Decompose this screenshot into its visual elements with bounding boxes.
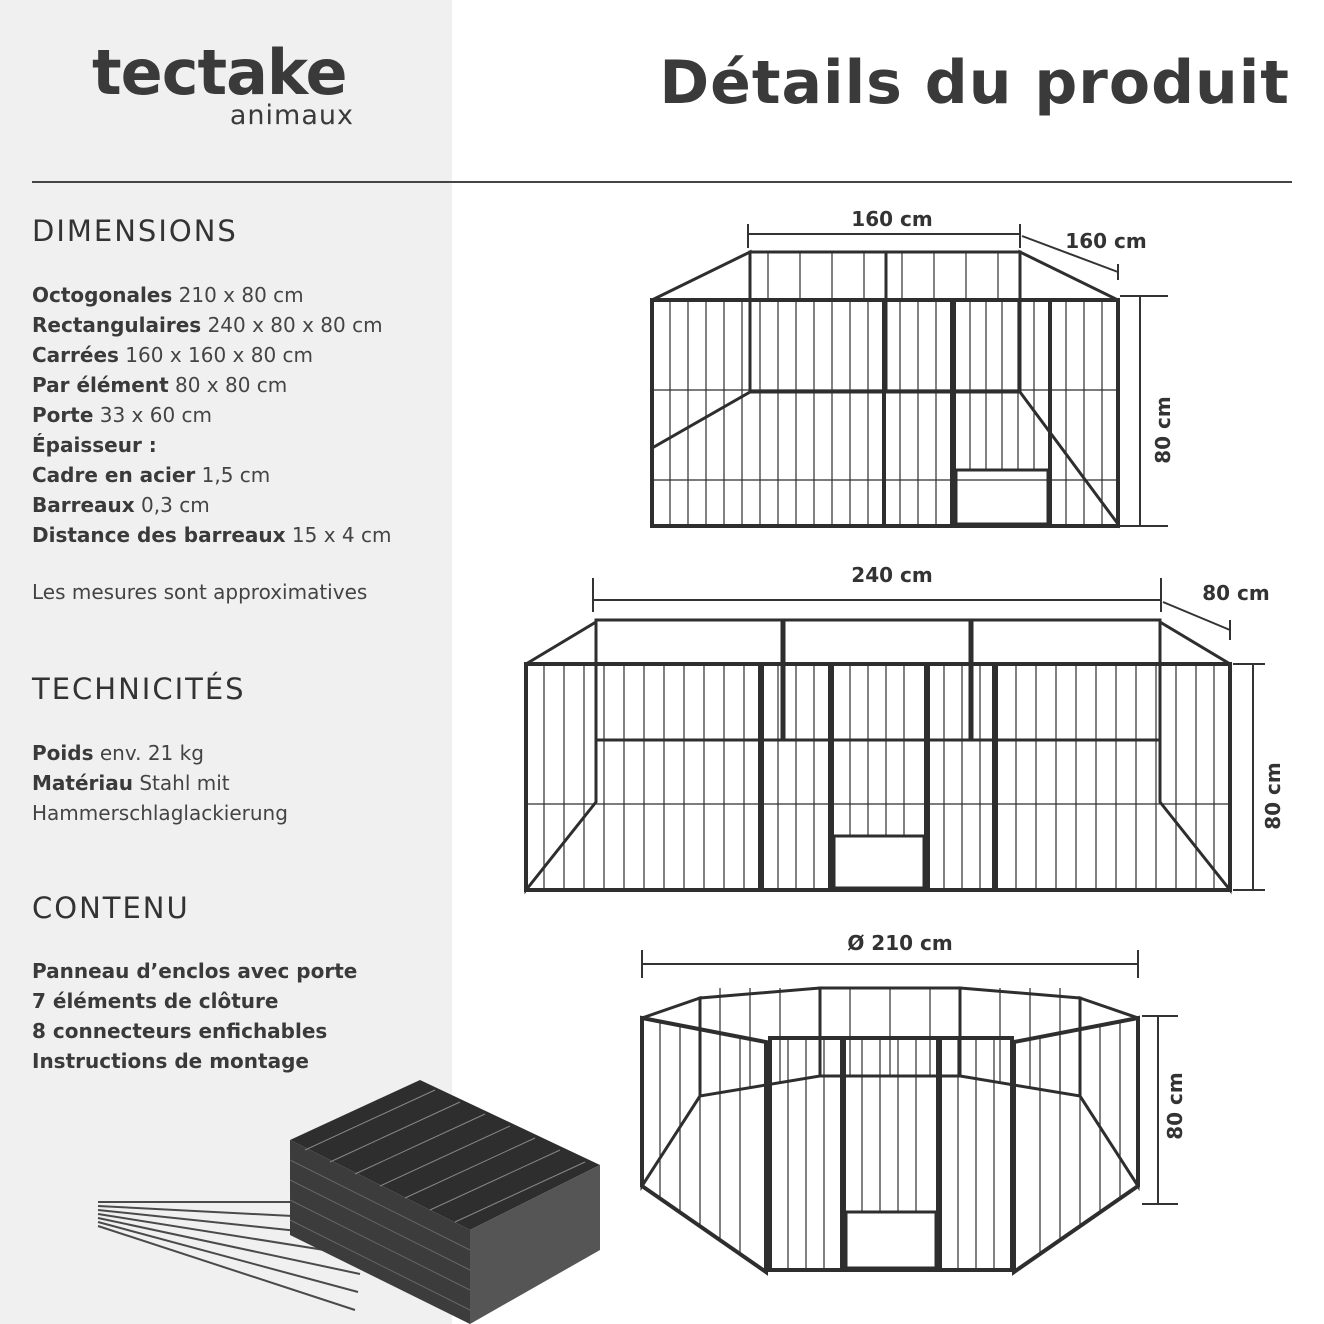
spec-item: Cadre en acier 1,5 cm (32, 463, 271, 487)
spec-item: Rectangulaires 240 x 80 x 80 cm (32, 313, 383, 337)
contenu-list (32, 956, 357, 1076)
spec-item: Poids env. 21 kg (32, 741, 204, 765)
stacked-panels-illustration (90, 1070, 610, 1324)
octagon-enclosure-diagram (630, 926, 1210, 1276)
spec-item: Hammerschlaglackierung (32, 801, 288, 825)
square-depth-label: 160 cm (1065, 229, 1147, 253)
spec-item: Porte 33 x 60 cm (32, 403, 213, 427)
spec-item: Distance des barreaux 15 x 4 cm (32, 523, 392, 547)
octagon-height-label: 80 cm (1163, 1072, 1187, 1140)
panel-stack (290, 1080, 600, 1324)
rectangle-depth-label: 80 cm (1202, 581, 1270, 605)
technicites-heading: TECHNICITÉS (32, 672, 246, 706)
contenu-heading: CONTENU (32, 891, 190, 925)
spec-item: Par élément 80 x 80 cm (32, 373, 288, 397)
brand-subtitle: animaux (229, 100, 354, 131)
technicites-list (32, 738, 288, 828)
spec-item: Matériau Stahl mit (32, 771, 230, 795)
dimension-lines (748, 224, 1168, 526)
content-item: 8 connecteurs enfichables (32, 1019, 328, 1043)
content-item: 7 éléments de clôture (32, 989, 279, 1013)
dimensions-heading: DIMENSIONS (32, 214, 238, 248)
square-width-label: 160 cm (851, 207, 933, 231)
rectangle-height-label: 80 cm (1261, 762, 1285, 830)
square-height-label: 80 cm (1151, 396, 1175, 464)
rectangle-width-label: 240 cm (851, 563, 933, 587)
header-divider (32, 181, 1292, 183)
fence-panels (526, 620, 1230, 890)
spec-item: Carrées 160 x 160 x 80 cm (32, 343, 314, 367)
fence-panels (652, 252, 1118, 526)
dimensions-list (32, 280, 391, 550)
measurement-note: Les mesures sont approximatives (32, 580, 368, 604)
content-item: Instructions de montage (32, 1049, 309, 1073)
content-item: Panneau d’enclos avec porte (32, 959, 358, 983)
brand-name: tectake (92, 36, 347, 109)
spec-item: Octogonales 210 x 80 cm (32, 283, 304, 307)
square-enclosure-diagram (640, 200, 1200, 540)
spec-item: Épaisseur : (32, 433, 157, 457)
spec-item: Barreaux 0,3 cm (32, 493, 210, 517)
octagon-diameter-label: Ø 210 cm (847, 931, 953, 955)
page-title: Détails du produit (659, 48, 1290, 118)
fence-panels (642, 988, 1138, 1272)
rectangle-enclosure-diagram (520, 560, 1300, 900)
brand-logo (92, 38, 354, 130)
